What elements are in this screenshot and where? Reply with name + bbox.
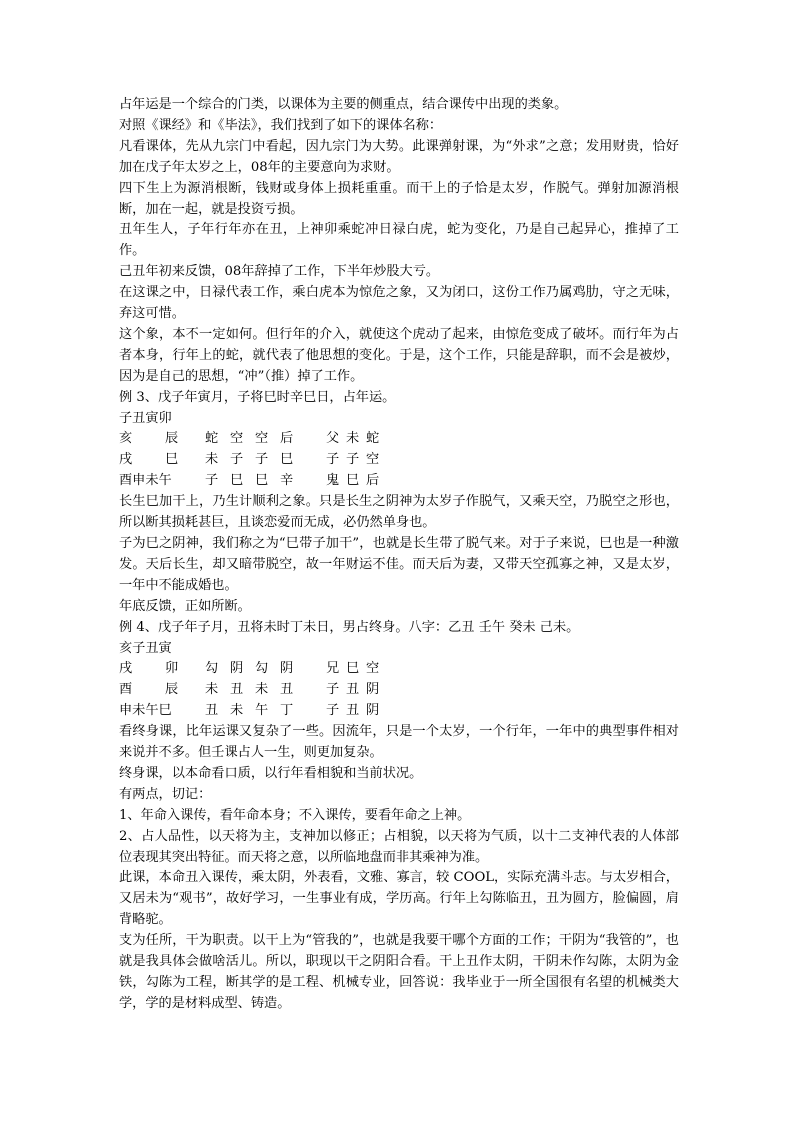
chart-cell: 阴 xyxy=(366,682,380,698)
chart-cell: 辰 xyxy=(165,682,179,698)
document-page xyxy=(119,95,679,1015)
chart-cell: 空 xyxy=(366,452,380,468)
paragraph: 对照《课经》和《毕法》，我们找到了如下的课体名称： xyxy=(119,117,443,133)
chart-cell: 子 xyxy=(255,452,269,468)
chart-cell: 未 xyxy=(205,682,219,698)
chart-cell: 丑 xyxy=(230,682,244,698)
paragraph: 子为巳之阴神，我们称之为“巳带子加干”，也就是长生带了脱气来。对于子来说，巳也是一种激发。天后长生，却又暗带脱空，故一年财运不佳。而天后为妻，又带天空孤寡之神，又是太岁，一年中不能成婚也。 xyxy=(119,535,679,593)
chart-cell: 阴 xyxy=(230,661,244,677)
chart-cell: 丁 xyxy=(280,703,294,719)
chart-cell: 未 xyxy=(205,452,219,468)
chart-cell: 未 xyxy=(230,703,244,719)
chart-cell: 子 xyxy=(326,452,340,468)
chart-cell: 巳 xyxy=(346,661,360,677)
chart-cell: 兄 xyxy=(326,661,340,677)
chart-cell: 丑 xyxy=(346,703,360,719)
chart-row xyxy=(119,659,679,680)
chart-cell: 子 xyxy=(346,452,360,468)
chart-cell: 巳 xyxy=(255,473,269,489)
example-4-heading: 例 4、戊子年子月，丑将未时丁未日，男占终身。八字：乙丑 壬午 癸未 己未。 xyxy=(119,619,580,635)
chart-row xyxy=(119,471,679,492)
example-4-chart xyxy=(119,639,679,723)
chart-cell: 酉 xyxy=(119,682,133,698)
chart-cell: 申未午巳 xyxy=(119,703,172,719)
chart-row xyxy=(119,680,679,701)
paragraph: 有两点，切记： xyxy=(119,786,212,802)
paragraph: 这个象，本不一定如何。但行年的介入，就使这个虎动了起来，由惊危变成了破坏。而行年为占者本身，行年上的蛇，就代表了他思想的变化。于是，这个工作，只能是辞职，而不会是被炒，因为是自己的思想，“冲”（推）掉了工作。 xyxy=(119,326,679,384)
paragraph: 终身课，以本命看口质，以行年看相貌和当前状况。 xyxy=(119,765,423,781)
chart-cell: 子 xyxy=(326,703,340,719)
chart-cell: 辛 xyxy=(280,473,294,489)
chart-cell: 卯 xyxy=(165,661,179,677)
chart-cell: 巳 xyxy=(346,473,360,489)
chart-cell: 巳 xyxy=(280,452,294,468)
paragraph: 占年运是一个综合的门类，以课体为主要的侧重点，结合课传中出现的类象。 xyxy=(119,97,568,112)
chart-cell: 空 xyxy=(230,431,244,447)
chart-cell: 勾 xyxy=(205,661,219,677)
paragraph: 四下生上为源消根断，钱财或身体上损耗重重。而干上的子恰是太岁，作脱气。弹射加源消根断，加在一起，就是投资亏损。 xyxy=(119,180,679,217)
chart-cell: 子 xyxy=(230,452,244,468)
chart-cell: 阴 xyxy=(366,703,380,719)
chart-cell: 蛇 xyxy=(366,431,380,447)
paragraph: 看终身课，比年运课又复杂了一些。因流年，只是一个太岁，一个行年，一年中的典型事件相对来说并不多。但壬课占人一生，则更加复杂。 xyxy=(119,724,679,760)
paragraph: 在这课之中，日禄代表工作，乘白虎本为惊危之象，又为闭口，这份工作乃属鸡肋，守之无味，弃这可惜。 xyxy=(119,285,679,322)
example-3-heading: 例 3、戊子年寅月，子将巳时辛巳日，占年运。 xyxy=(119,389,396,405)
chart-cell: 戌 xyxy=(119,661,133,677)
paragraph: 支为任所，干为职责。以干上为“管我的”，也就是我要干哪个方面的工作；干阴为“我管的”，也就是我具体会做啥活儿。所以，职现以干之阴阳合看。干上丑作太阴，干阴未作勾陈，太阴为金铁，勾陈为工程，断其学的是工程、机械专业，回答说：我毕业于一所全国很有名望的机械类大学，学的是材料成型、铸造。 xyxy=(119,933,679,1011)
chart-cell: 后 xyxy=(366,473,380,489)
example-3-chart xyxy=(119,409,679,493)
chart-cell: 巳 xyxy=(230,473,244,489)
chart-cell: 未 xyxy=(346,431,360,447)
chart-cell: 丑 xyxy=(346,682,360,698)
paragraph: 2、占人品性，以天将为主，支神加以修正；占相貌，以天将为气质，以十二支神代表的人体部位表现其突出特征。而天将之意，以所临地盘而非其乘神为准。 xyxy=(119,828,679,865)
chart-header: 子丑寅卯 xyxy=(119,410,172,426)
paragraph: 1、年命入课传，看年命本身；不入课传，要看年命之上神。 xyxy=(119,807,471,823)
chart-header: 亥子丑寅 xyxy=(119,640,172,656)
chart-cell: 巳 xyxy=(165,452,179,468)
chart-cell: 丑 xyxy=(205,703,219,719)
chart-cell: 空 xyxy=(366,661,380,677)
paragraph: 丑年生人，子年行年亦在丑，上神卯乘蛇冲日禄白虎，蛇为变化，乃是自己起异心，推掉了工作。 xyxy=(119,222,679,259)
chart-cell: 阴 xyxy=(280,661,294,677)
chart-cell: 空 xyxy=(255,431,269,447)
chart-cell: 戌 xyxy=(119,452,133,468)
chart-cell: 未 xyxy=(255,682,269,698)
chart-cell: 父 xyxy=(326,431,340,447)
paragraph: 长生巳加干上，乃生计顺利之象。只是长生之阴神为太岁子作脱气，又乘天空，乃脱空之形也，所以断其损耗甚巨，且谈恋爱而无成，必仍然单身也。 xyxy=(119,494,679,531)
chart-cell: 后 xyxy=(280,431,294,447)
chart-cell: 午 xyxy=(255,703,269,719)
chart-cell: 鬼 xyxy=(326,473,340,489)
chart-cell: 酉申未午 xyxy=(119,473,172,489)
paragraph: 年底反馈，正如所断。 xyxy=(119,598,251,614)
paragraph: 凡看课体，先从九宗门中看起，因九宗门为大势。此课弹射课，为“外求”之意；发用财贵，恰好加在戊子年太岁之上，08年的主要意向为求财。 xyxy=(119,138,679,175)
chart-row xyxy=(119,701,679,722)
chart-row xyxy=(119,450,679,471)
paragraph: 此课，本命丑入课传，乘太阴，外表看，文雅、寡言，较 COOL，实际充满斗志。与太岁相合，又居未为“观书”，故好学习，一生事业有成，学历高。行年上勾陈临丑，丑为圆方，脸偏圆，肩背略驼。 xyxy=(119,870,679,928)
chart-row xyxy=(119,429,679,450)
chart-cell: 蛇 xyxy=(205,431,219,447)
chart-cell: 丑 xyxy=(280,682,294,698)
chart-cell: 辰 xyxy=(165,431,179,447)
chart-cell: 勾 xyxy=(255,661,269,677)
chart-cell: 子 xyxy=(326,682,340,698)
paragraph: 己丑年初来反馈，08年辞掉了工作，下半年炒股大亏。 xyxy=(119,264,440,280)
chart-cell: 亥 xyxy=(119,431,133,447)
chart-cell: 子 xyxy=(205,473,219,489)
